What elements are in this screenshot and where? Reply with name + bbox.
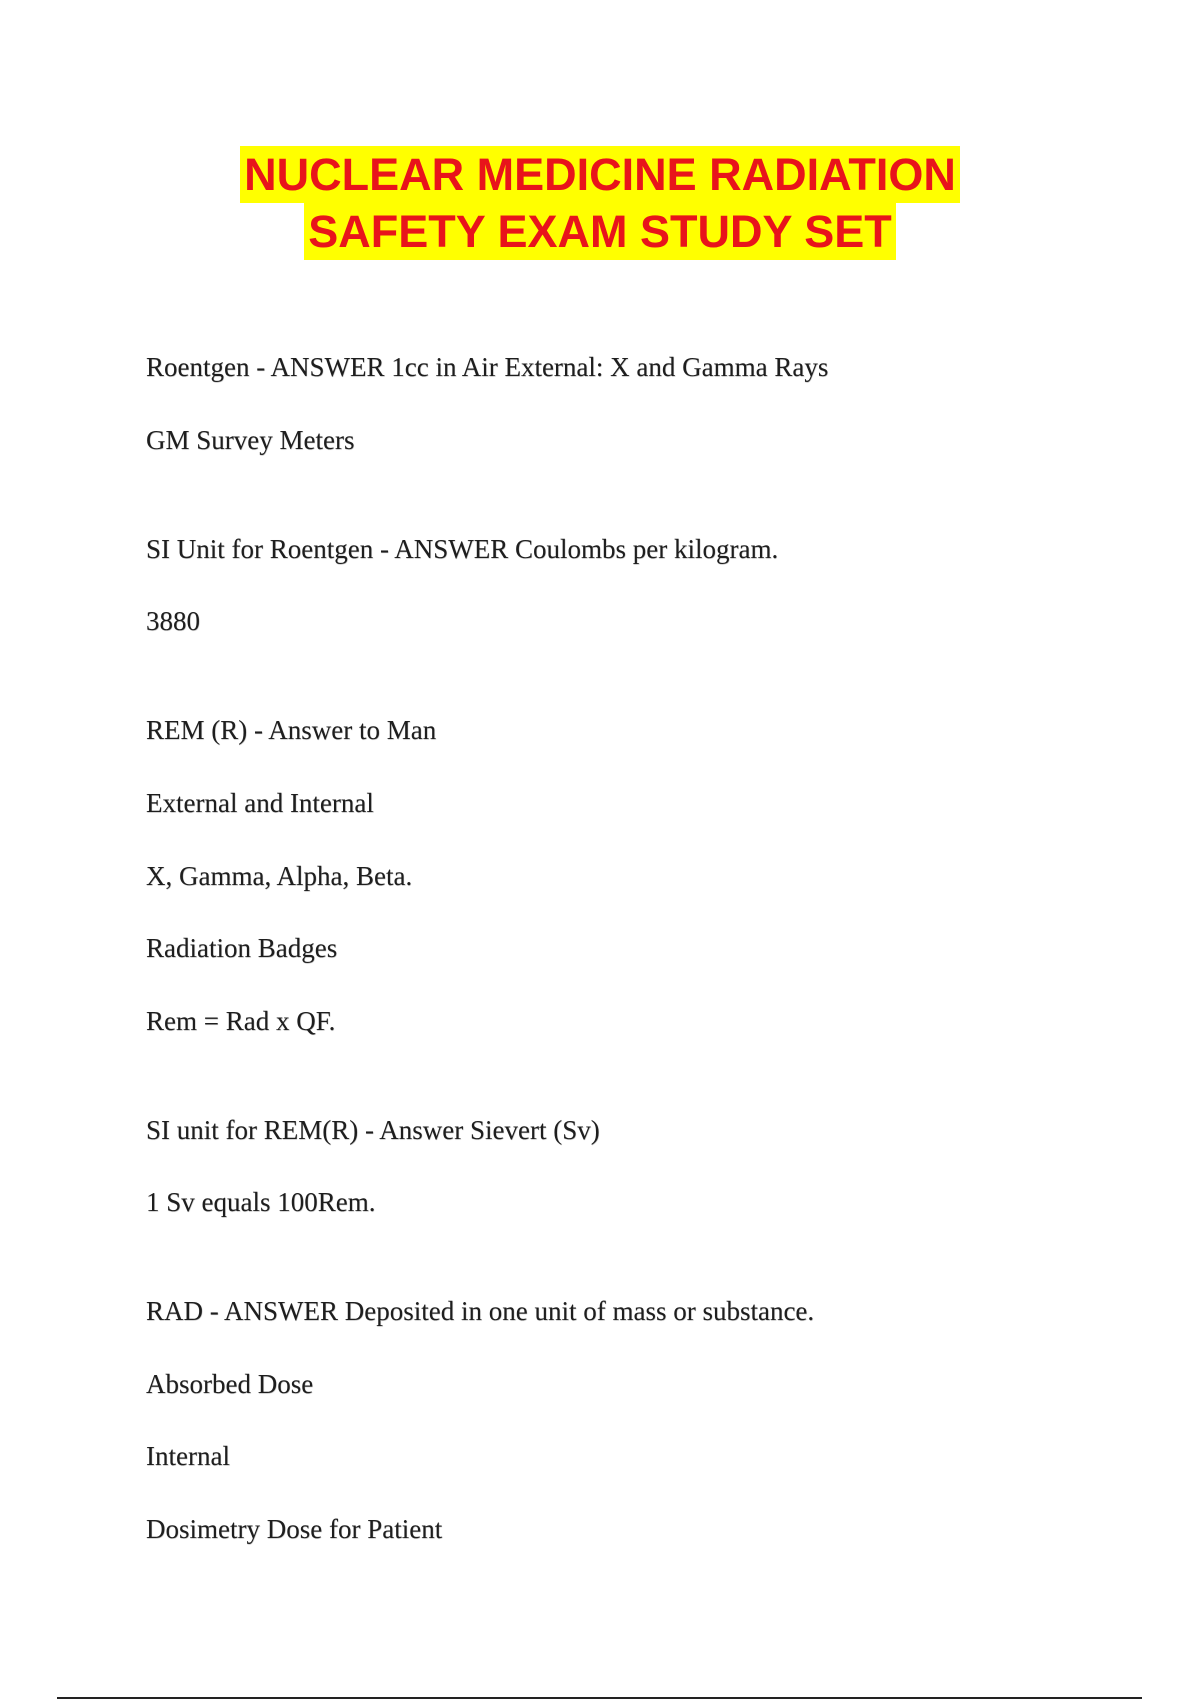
qa-rad-question: RAD - ANSWER Deposited in one unit of mass or substance. [146, 1296, 815, 1326]
qa-roentgen-question: Roentgen - ANSWER 1cc in Air External: X and Gamma Rays [146, 352, 829, 382]
qa-rem-detail-2: X, Gamma, Alpha, Beta. [146, 861, 413, 891]
qa-rem-detail-4: Rem = Rad x QF. [146, 1006, 336, 1036]
qa-rem-detail-1: External and Internal [146, 788, 374, 818]
qa-rad-detail-3: Dosimetry Dose for Patient [146, 1514, 443, 1544]
title-line-2: SAFETY EXAM STUDY SET [304, 203, 895, 260]
qa-rad-detail-2: Internal [146, 1441, 230, 1471]
qa-rem-question: REM (R) - Answer to Man [146, 715, 437, 745]
qa-si-roentgen-answer-detail: 3880 [146, 606, 200, 636]
document-title [0, 146, 1200, 260]
footer-divider [57, 1697, 1142, 1699]
qa-rem-detail-3: Radiation Badges [146, 933, 338, 963]
title-line-1: NUCLEAR MEDICINE RADIATION [240, 146, 960, 203]
qa-si-rem-question: SI unit for REM(R) - Answer Sievert (Sv) [146, 1115, 600, 1145]
qa-si-roentgen-question: SI Unit for Roentgen - ANSWER Coulombs per kilogram. [146, 534, 779, 564]
qa-rad-detail-1: Absorbed Dose [146, 1369, 314, 1399]
qa-roentgen-answer-detail: GM Survey Meters [146, 425, 355, 455]
qa-si-rem-detail: 1 Sv equals 100Rem. [146, 1187, 376, 1217]
